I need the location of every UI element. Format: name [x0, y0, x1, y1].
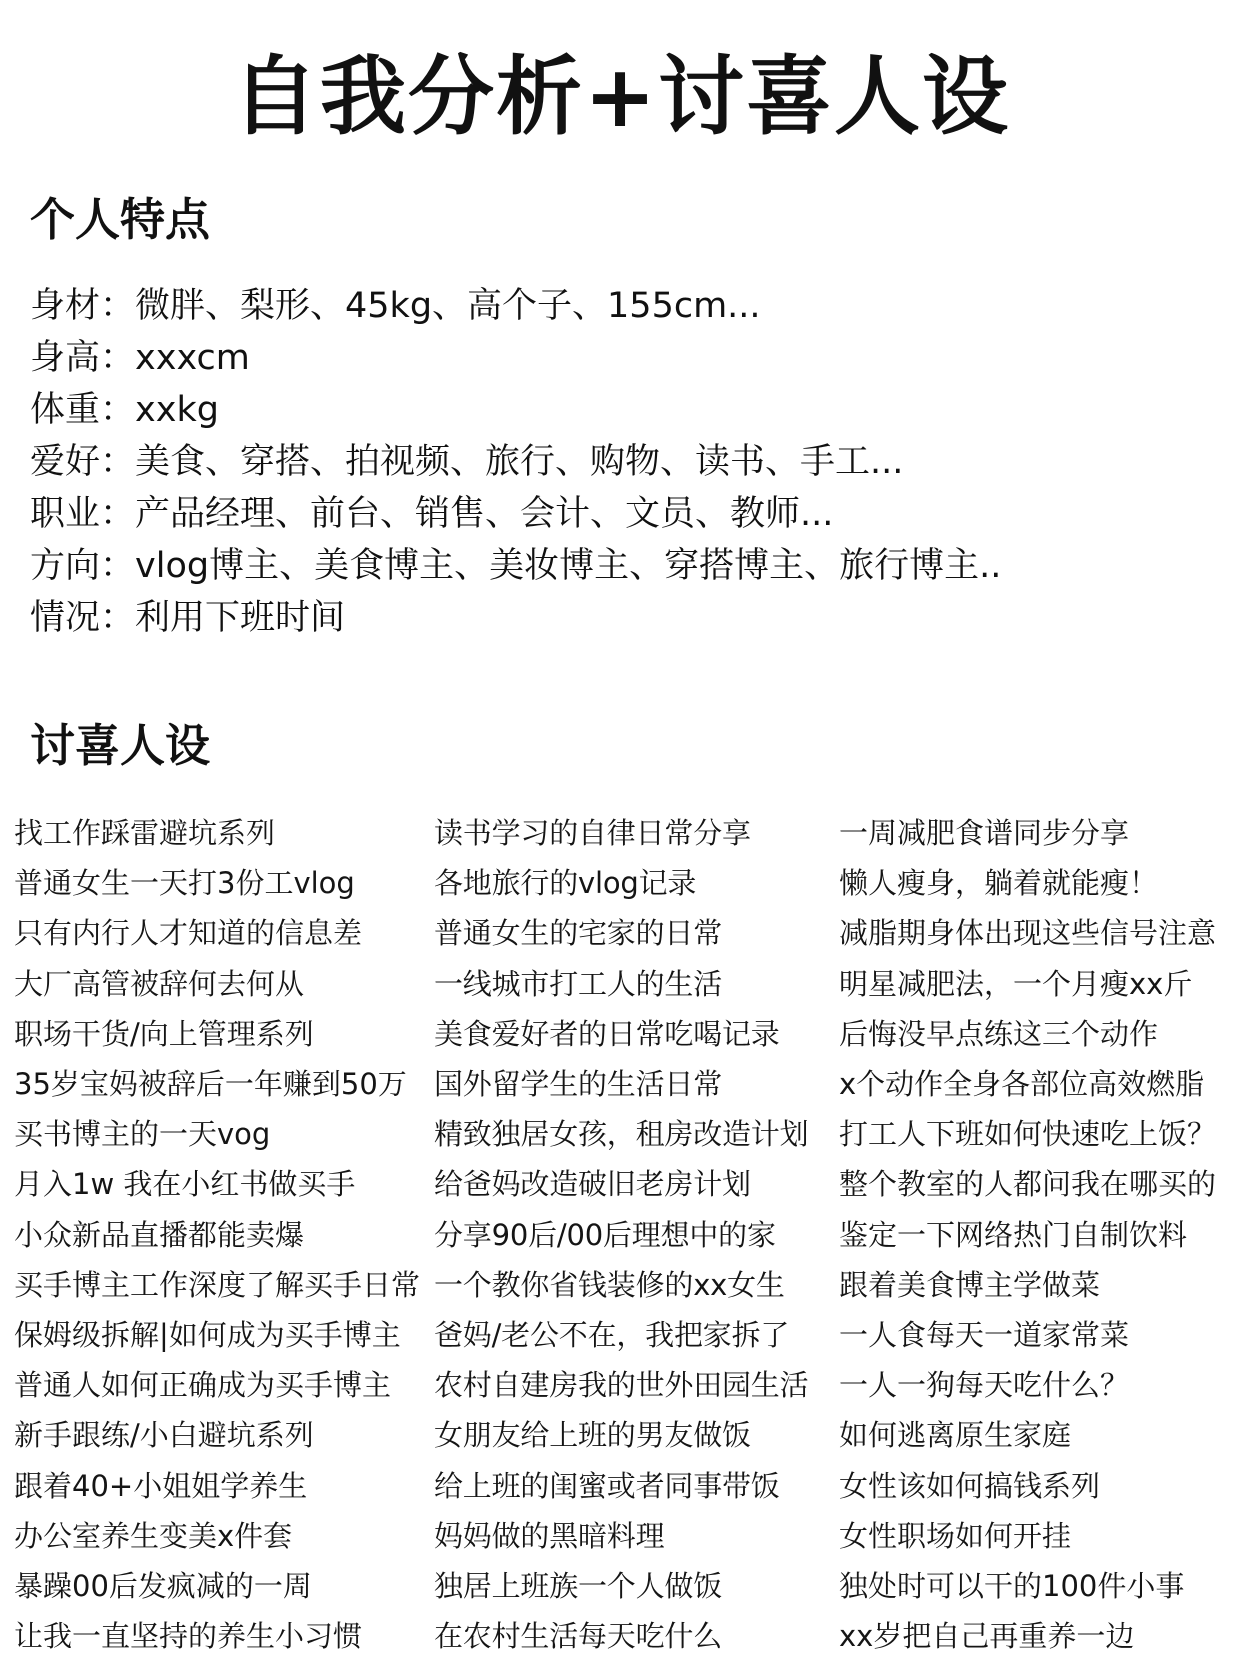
persona-idea: 一人一狗每天吃什么？: [839, 1368, 1130, 1403]
persona-idea: 让我一直坚持的养生小习惯: [14, 1619, 363, 1654]
persona-idea: 买手博主工作深度了解买手日常: [14, 1267, 421, 1302]
persona-idea: 女性该如何搞钱系列: [839, 1468, 1101, 1503]
trait-row-hobbies: [30, 436, 1210, 488]
persona-idea: 买书博主的一天vog: [14, 1117, 271, 1152]
persona-idea: 分享90后/00后理想中的家: [434, 1217, 776, 1252]
persona-idea: 鉴定一下网络热门自制饮料: [839, 1217, 1188, 1252]
trait-row-body-shape: [30, 280, 1210, 332]
persona-idea: 跟着美食博主学做菜: [839, 1267, 1101, 1302]
persona-idea: 新手跟练/小白避坑系列: [14, 1418, 314, 1453]
trait-value: 产品经理、前台、销售、会计、文员、教师...: [135, 494, 834, 534]
trait-label: 身材：: [30, 286, 136, 326]
trait-row-occupation: [30, 488, 1210, 540]
trait-row-situation: [30, 592, 1210, 644]
persona-idea: 一线城市打工人的生活: [434, 966, 723, 1001]
persona-idea: 独居上班族一个人做饭: [434, 1568, 723, 1603]
personal-traits-heading: 个人特点: [30, 193, 211, 246]
persona-idea: 独处时可以干的100件小事: [839, 1568, 1185, 1603]
persona-idea: 懒人瘦身，躺着就能瘦！: [839, 866, 1159, 901]
persona-idea: 跟着40+小姐姐学养生: [14, 1468, 308, 1503]
persona-idea: 小众新品直播都能卖爆: [14, 1217, 305, 1252]
trait-value: 微胖、梨形、45kg、高个子、155cm...: [135, 286, 761, 326]
persona-idea: 一个教你省钱装修的xx女生: [434, 1267, 785, 1302]
trait-value: xxxcm: [135, 338, 250, 378]
persona-idea: 月入1w 我在小红书做买手: [14, 1167, 356, 1202]
trait-label: 爱好：: [30, 442, 136, 482]
persona-idea: 减脂期身体出现这些信号注意: [839, 916, 1217, 951]
trait-label: 方向：: [30, 546, 136, 586]
persona-idea: 只有内行人才知道的信息差: [14, 916, 363, 951]
persona-idea: 打工人下班如何快速吃上饭？: [839, 1117, 1217, 1152]
persona-idea: 大厂高管被辞何去何从: [14, 966, 305, 1001]
persona-idea: 如何逃离原生家庭: [839, 1418, 1072, 1453]
persona-idea: 普通女生一天打3份工vlog: [14, 866, 355, 901]
persona-idea: 妈妈做的黑暗料理: [434, 1518, 665, 1553]
persona-idea: 一人食每天一道家常菜: [839, 1317, 1130, 1352]
persona-idea: 整个教室的人都问我在哪买的: [839, 1167, 1217, 1202]
trait-value: xxkg: [135, 390, 219, 430]
persona-idea: 找工作踩雷避坑系列: [14, 816, 276, 851]
persona-idea: 在农村生活每天吃什么: [434, 1619, 723, 1654]
trait-value: vlog博主、美食博主、美妆博主、穿搭博主、旅行博主..: [135, 546, 1002, 586]
persona-idea: x个动作全身各部位高效燃脂: [839, 1067, 1205, 1102]
persona-idea: 保姆级拆解|如何成为买手博主: [14, 1317, 401, 1352]
trait-row-direction: [30, 540, 1210, 592]
persona-idea: 各地旅行的vlog记录: [434, 866, 697, 901]
persona-idea: 农村自建房我的世外田园生活: [434, 1368, 809, 1403]
persona-idea: 35岁宝妈被辞后一年赚到50万: [14, 1067, 407, 1102]
persona-idea: 一周减肥食谱同步分享: [839, 816, 1130, 851]
persona-idea: 女性职场如何开挂: [839, 1518, 1072, 1553]
persona-idea: 暴躁00后发疯减的一周: [14, 1568, 312, 1603]
trait-row-height: [30, 332, 1210, 384]
persona-idea: 办公室养生变美x件套: [14, 1518, 293, 1553]
persona-idea: 精致独居女孩，租房改造计划: [434, 1117, 809, 1152]
persona-idea: 读书学习的自律日常分享: [434, 816, 751, 851]
trait-label: 职业：: [30, 494, 136, 534]
persona-idea: 给爸妈改造破旧老房计划: [434, 1167, 751, 1202]
page-title: 自我分析+讨喜人设: [231, 47, 1011, 147]
persona-idea-grid: [14, 808, 1234, 1658]
trait-row-weight: [30, 384, 1210, 436]
persona-idea: xx岁把自己再重养一边: [839, 1619, 1135, 1654]
persona-idea: 职场干货/向上管理系列: [14, 1016, 314, 1051]
persona-idea: 给上班的闺蜜或者同事带饭: [434, 1468, 780, 1503]
persona-idea: 国外留学生的生活日常: [434, 1067, 723, 1102]
trait-label: 体重：: [30, 390, 136, 430]
personal-traits-list: [30, 280, 1210, 644]
persona-idea: 女朋友给上班的男友做饭: [434, 1418, 751, 1453]
persona-heading: 讨喜人设: [30, 719, 211, 772]
trait-label: 身高：: [30, 338, 136, 378]
persona-idea: 爸妈/老公不在，我把家拆了: [434, 1317, 790, 1352]
persona-idea: 普通人如何正确成为买手博主: [14, 1368, 392, 1403]
persona-idea: 明星减肥法，一个月瘦xx斤: [839, 966, 1193, 1001]
persona-idea: 美食爱好者的日常吃喝记录: [434, 1016, 780, 1051]
persona-idea: 普通女生的宅家的日常: [434, 916, 723, 951]
trait-value: 利用下班时间: [135, 598, 346, 638]
trait-value: 美食、穿搭、拍视频、旅行、购物、读书、手工...: [135, 442, 904, 482]
trait-label: 情况：: [30, 598, 136, 638]
persona-idea: 后悔没早点练这三个动作: [839, 1016, 1159, 1051]
